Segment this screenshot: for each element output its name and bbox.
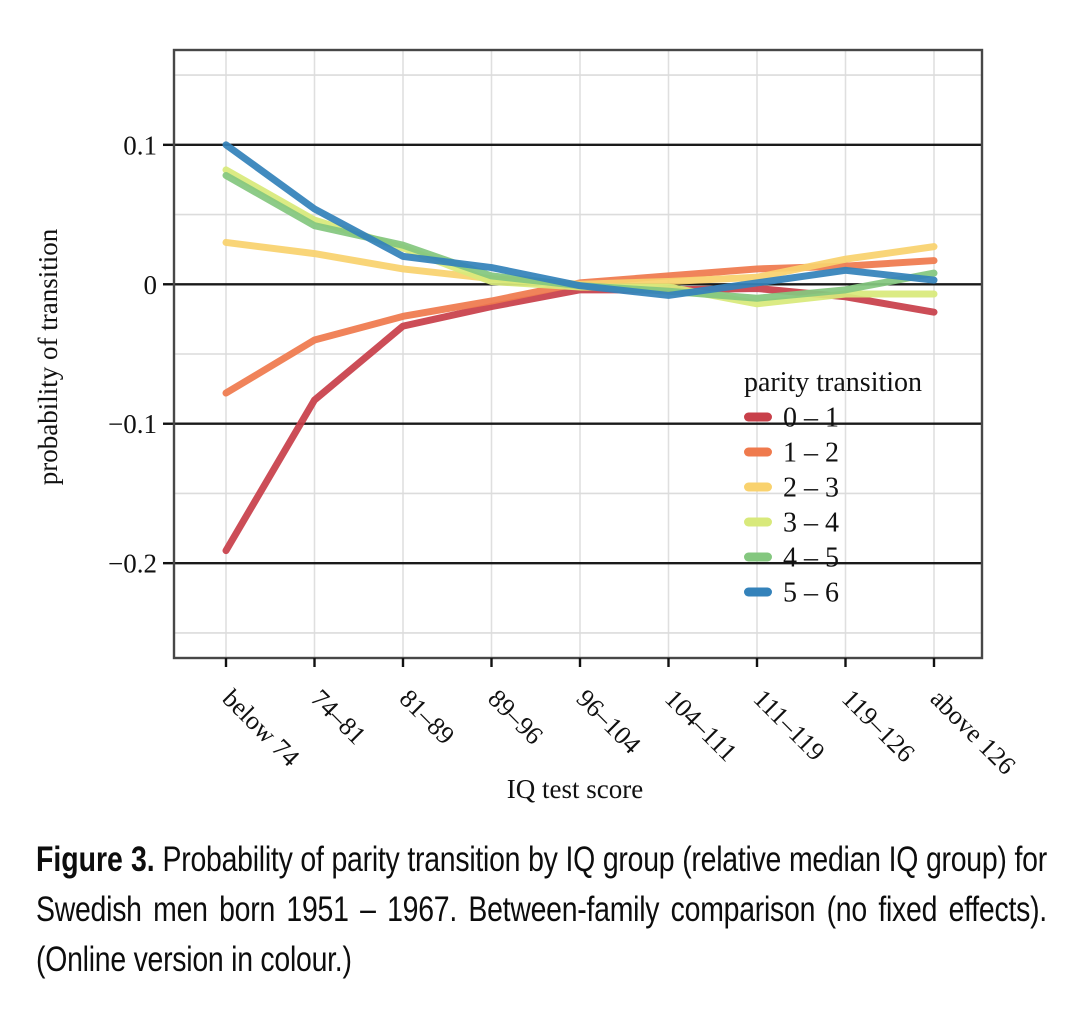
y-tick-label: −0.1 — [108, 409, 157, 440]
y-tick-label: 0.1 — [123, 130, 157, 161]
y-tick-label: −0.2 — [108, 548, 157, 579]
caption-label: Figure 3. — [36, 840, 155, 879]
x-tick-label: 74–81 — [305, 683, 372, 751]
legend-label: 3 – 4 — [783, 507, 839, 539]
legend-label: 4 – 5 — [783, 542, 839, 574]
x-tick-label: below 74 — [216, 683, 306, 773]
x-axis-title: IQ test score — [506, 774, 644, 804]
x-tick-label: 89–96 — [482, 683, 549, 751]
legend-label: 1 – 2 — [783, 437, 839, 469]
figure-caption-text-block — [36, 835, 1047, 985]
x-tick-label: 81–89 — [393, 683, 461, 751]
figure-caption — [36, 835, 1046, 985]
legend-swatch-5–6 — [744, 588, 772, 597]
x-tick-label: 111–119 — [747, 683, 831, 767]
x-tick-label: 119–126 — [836, 683, 921, 768]
legend-swatch-4–5 — [744, 553, 772, 562]
y-axis-title: probability of transition — [33, 228, 63, 486]
legend-swatch-1–2 — [744, 448, 772, 457]
caption-text: Probability of parity transition by IQ group (relative median IQ group) for Swedish men born 1951 – 1967. Between-family comparison (no fixed effects). (Online version in colour.) — [36, 840, 1047, 979]
x-tick-label: above 126 — [924, 683, 1022, 781]
legend-swatch-3–4 — [744, 518, 772, 527]
legend-label: 0 – 1 — [783, 402, 839, 434]
legend-swatch-0–1 — [744, 413, 772, 422]
x-tick-label: 104–111 — [659, 683, 743, 768]
x-tick-label: 96–104 — [570, 683, 647, 760]
legend-label: 2 – 3 — [783, 472, 839, 504]
legend-swatch-2–3 — [744, 483, 772, 492]
y-tick-label: 0 — [143, 269, 157, 300]
legend-label: 5 – 6 — [783, 577, 839, 609]
legend-title: parity transition — [743, 367, 923, 398]
